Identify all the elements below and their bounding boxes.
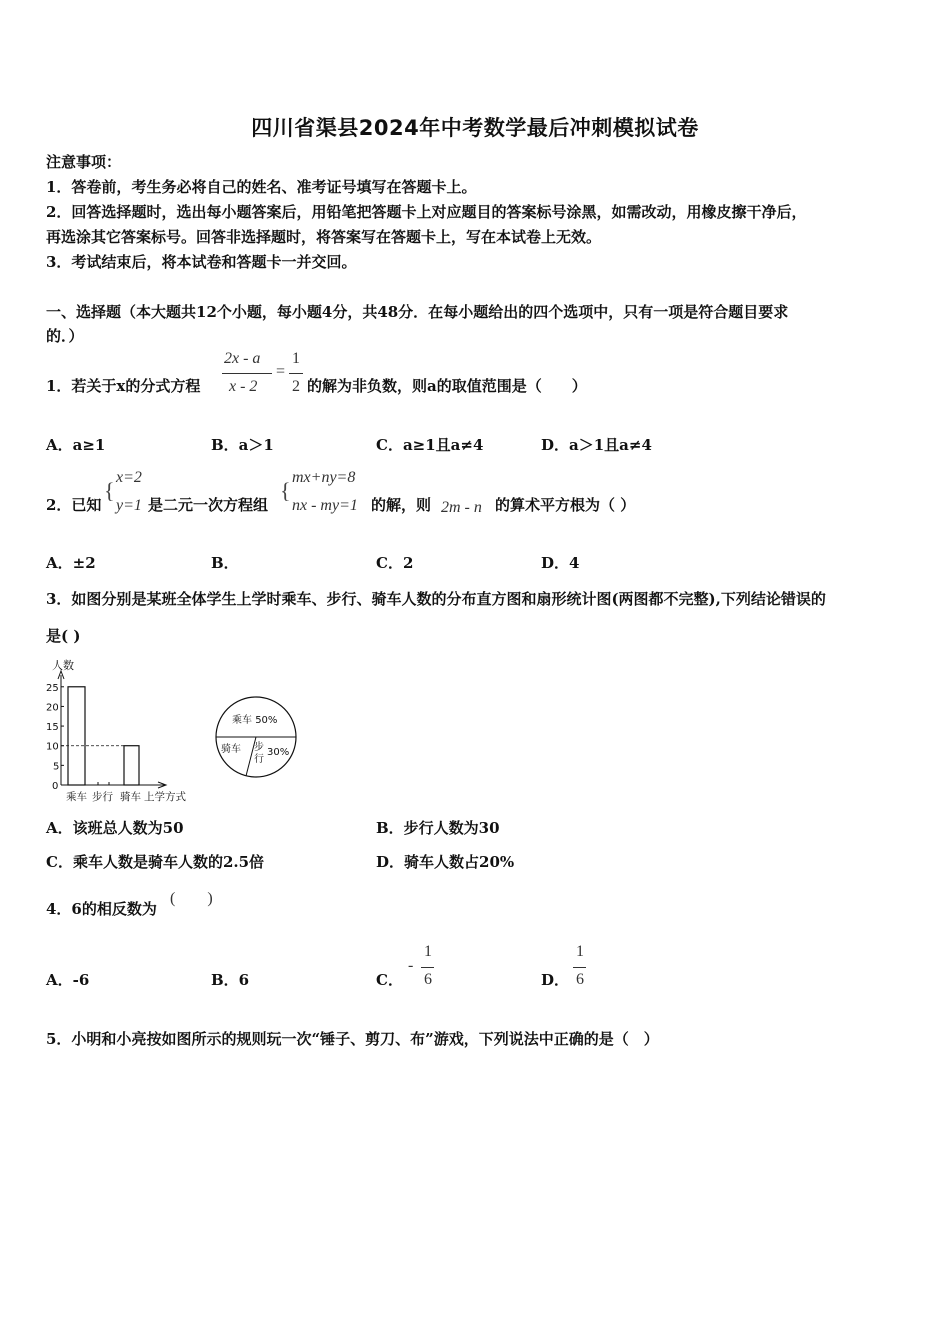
q4-option-c-bar bbox=[421, 967, 434, 968]
histogram-y-tick-label: 15 bbox=[46, 722, 59, 734]
q1-equals: = bbox=[276, 363, 286, 380]
q4-option-d-label: D． bbox=[541, 971, 570, 989]
q1-suffix: 的解为非负数，则a的取值范围是（ ） bbox=[307, 377, 587, 395]
q2-option-d: D．4 bbox=[541, 554, 580, 572]
q1-option-b: B．a＞1 bbox=[211, 436, 274, 454]
histogram-bar bbox=[68, 687, 85, 785]
q2-mid: 是二元一次方程组 bbox=[148, 496, 269, 514]
q4-option-d-denominator: 6 bbox=[576, 971, 584, 988]
q1-option-a: A．a≥1 bbox=[46, 436, 106, 454]
section-heading-cont: 的．） bbox=[46, 327, 84, 345]
q4-option-c-sign: - bbox=[408, 957, 414, 974]
notice-item-1: 1．答卷前，考生务必将自己的姓名、准考证号填写在答题卡上。 bbox=[46, 178, 477, 196]
q3-figure bbox=[40, 655, 310, 805]
q1-numerator: 2x - a bbox=[224, 350, 261, 367]
q1-option-d: D．a＞1且a≠4 bbox=[541, 436, 652, 454]
q2-brace-2: { bbox=[280, 478, 291, 503]
histogram-y-label: 人数 bbox=[52, 659, 74, 672]
q2-prefix: 2．已知 bbox=[46, 496, 102, 514]
q3-stem-cont: 是( ) bbox=[46, 627, 81, 645]
notice-heading: 注意事项： bbox=[46, 153, 122, 171]
q1-rhs-denominator: 2 bbox=[292, 378, 300, 395]
q1-prefix: 1．若关于x的分式方程 bbox=[46, 377, 201, 395]
q4-option-d-numerator: 1 bbox=[576, 943, 584, 960]
q3-option-c: C．乘车人数是骑车人数的2.5倍 bbox=[46, 853, 265, 871]
q4-option-c-denominator: 6 bbox=[424, 971, 432, 988]
q3-option-a: A．该班总人数为50 bbox=[46, 819, 184, 837]
q2-system1-bottom: y=1 bbox=[116, 497, 142, 514]
histogram-y-tick-label: 5 bbox=[53, 761, 60, 773]
notice-item-2-cont: 再选涂其它答案标号。回答非选择题时，将答案写在答题卡上，写在本试卷上无效。 bbox=[46, 228, 602, 246]
q1-rhs-numerator: 1 bbox=[292, 350, 300, 367]
notice-item-2: 2．回答选择题时，选出每小题答案后，用铅笔把答题卡上对应题目的答案标号涂黑，如需改动，用橡皮擦干净后， bbox=[46, 203, 807, 221]
histogram-x-tick-label: 乘车 bbox=[66, 791, 87, 803]
q2-system2-bottom: nx - my=1 bbox=[292, 497, 358, 514]
q2-option-b: B． bbox=[211, 554, 239, 572]
q2-suffix: 的算术平方根为（ ） bbox=[495, 496, 636, 514]
notice-item-3: 3．考试结束后，将本试卷和答题卡一并交回。 bbox=[46, 253, 357, 271]
pie-label-bike: 骑车 bbox=[221, 744, 241, 755]
pie-label-walk-percent: 30% bbox=[267, 747, 290, 758]
histogram-x-label: 上学方式 bbox=[144, 791, 186, 803]
q2-after: 的解，则 bbox=[371, 496, 432, 514]
q4-option-c-label: C． bbox=[376, 971, 403, 989]
q2-brace-1: { bbox=[104, 478, 115, 503]
pie-label-walk-2: 行 bbox=[254, 754, 264, 765]
section-heading: 一、选择题（本大题共12个小题，每小题4分，共48分．在每小题给出的四个选项中，只有一项是符合题目要求 bbox=[46, 303, 789, 321]
q5-stem: 5．小明和小亮按如图所示的规则玩一次“锤子、剪刀、布”游戏，下列说法中正确的是（ ） bbox=[46, 1030, 659, 1048]
q2-system1-top: x=2 bbox=[116, 469, 142, 486]
pie-label-bus: 乘车 50% bbox=[232, 715, 278, 726]
histogram-y-tick-label: 25 bbox=[46, 682, 59, 694]
histogram-y-tick-label: 0 bbox=[52, 781, 59, 792]
histogram-x-tick-label: 骑车 bbox=[120, 791, 141, 803]
page-title: 四川省渠县2024年中考数学最后冲刺模拟试卷 bbox=[251, 116, 699, 140]
q2-option-c: C．2 bbox=[376, 554, 414, 572]
q2-system2-top: mx+ny=8 bbox=[292, 469, 356, 486]
q4-option-c-numerator: 1 bbox=[424, 943, 432, 960]
pie-label-walk-1: 步 bbox=[254, 742, 264, 753]
q4-paren: ( ) bbox=[170, 890, 213, 907]
q4-option-d-bar bbox=[573, 967, 586, 968]
q2-expression: 2m - n bbox=[441, 499, 482, 516]
q2-option-a: A．±2 bbox=[46, 554, 96, 572]
histogram-x-tick-label: 步行 bbox=[92, 791, 113, 803]
q3-stem: 3．如图分别是某班全体学生上学时乘车、步行、骑车人数的分布直方图和扇形统计图(两图都不完整),下列结论错误的 bbox=[46, 590, 826, 608]
q4-option-b: B．6 bbox=[211, 971, 250, 989]
q1-fraction-bar bbox=[222, 373, 272, 374]
q4-option-a: A．-6 bbox=[46, 971, 90, 989]
q1-option-c: C．a≥1且a≠4 bbox=[376, 436, 484, 454]
histogram bbox=[46, 658, 186, 803]
q1-denominator: x - 2 bbox=[229, 378, 258, 395]
histogram-y-tick-label: 10 bbox=[46, 741, 59, 753]
histogram-y-tick-label: 20 bbox=[46, 702, 59, 714]
q4-stem: 4．6的相反数为 bbox=[46, 900, 157, 918]
histogram-bar bbox=[124, 746, 139, 785]
q3-option-b: B．步行人数为30 bbox=[376, 819, 500, 837]
pie-chart bbox=[216, 697, 296, 777]
q1-rhs-bar bbox=[289, 373, 303, 374]
q3-option-d: D．骑车人数占20% bbox=[376, 853, 515, 871]
